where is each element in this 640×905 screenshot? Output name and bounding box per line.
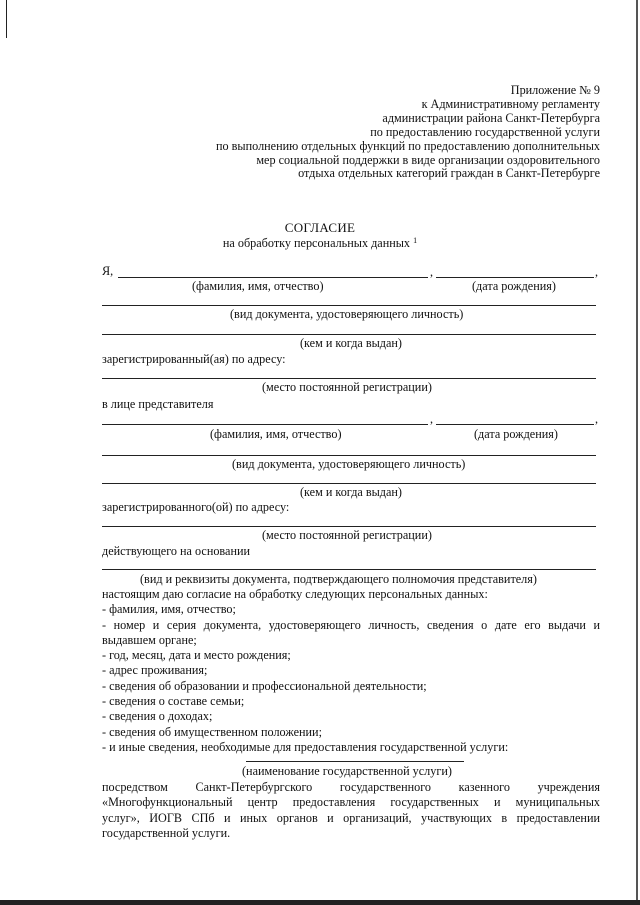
comma-1: , (430, 265, 434, 279)
caption-fio: (фамилия, имя, отчество) (192, 279, 324, 293)
rep-address-field-line[interactable] (102, 526, 596, 527)
caption-service: (наименование государственной услуги) (242, 764, 452, 778)
header-line-1: к Административному регламенту (421, 96, 600, 111)
caption-address: (место постоянной регистрации) (262, 380, 432, 394)
list-item: - номер и серия документа, удостоверяющего личность, сведения о дате его выдачи и (102, 617, 600, 632)
list-item-continued: выдавшем органе; (102, 632, 197, 647)
final-line-1: посредством Санкт-Петербургского государственного казенного учреждения (102, 780, 600, 794)
header-line-2: администрации района Санкт-Петербурга (382, 110, 600, 125)
caption-birthdate: (дата рождения) (472, 279, 556, 293)
caption-rep-document: (вид документа, удостоверяющего личность) (232, 457, 466, 471)
rep-birthdate-field-line[interactable] (436, 424, 594, 425)
final-paragraph (102, 780, 600, 841)
subtitle-text: на обработку персональных данных (222, 236, 411, 250)
document-subtitle (0, 236, 640, 251)
footnote-marker: 1 (413, 236, 418, 245)
list-item: - сведения об имущественном положении; (102, 724, 322, 739)
header-line-3: по предоставлению государственной услуги (370, 124, 600, 139)
address-field-line[interactable] (102, 378, 596, 379)
list-item: - фамилия, имя, отчество; (102, 602, 236, 617)
list-item: - сведения об образовании и профессиональной деятельности; (102, 678, 427, 693)
label-registered: зарегистрированный(ая) по адресу: (102, 352, 286, 366)
rep-document-field-line[interactable] (102, 455, 596, 456)
list-item: - и иные сведения, необходимые для предоставления государственной услуги: (102, 739, 509, 754)
consent-list (102, 587, 600, 755)
label-registered-rep: зарегистрированного(ой) по адресу: (102, 500, 290, 514)
issued-field-line[interactable] (102, 334, 596, 335)
label-acting: действующего на основании (102, 544, 251, 558)
caption-rep-birthdate: (дата рождения) (474, 427, 558, 441)
final-line-2: «Многофункциональный центр предоставления государственных и муниципальных (102, 795, 600, 810)
appendix-header (140, 84, 600, 181)
caption-rep-fio: (фамилия, имя, отчество) (210, 427, 342, 441)
header-line-5: мер социальной поддержки в виде организации оздоровительного (256, 152, 600, 167)
scan-edge-bottom (0, 900, 640, 905)
label-representative: в лице представителя (102, 397, 214, 411)
final-line-4: государственной услуги. (102, 825, 231, 840)
final-line-3: услуг», ИОГВ СПб и иных органов и организаций, участвующих в предоставлении (102, 810, 600, 825)
scan-edge-right (636, 0, 638, 905)
rep-fio-field-line[interactable] (102, 424, 428, 425)
caption-rep-address: (место постоянной регистрации) (262, 528, 432, 542)
caption-issued: (кем и когда выдан) (300, 336, 402, 350)
document-title: СОГЛАСИЕ (284, 220, 356, 235)
label-ya: Я, (102, 264, 114, 278)
fio-field-line[interactable] (118, 277, 428, 278)
consent-intro: настоящим даю согласие на обработку следующих персональных данных: (102, 587, 488, 601)
caption-authority: (вид и реквизиты документа, подтверждающего полномочия представителя) (140, 572, 537, 586)
header-line-6: отдыха отдельных категорий граждан в Санкт-Петербурге (298, 166, 600, 181)
document-field-line[interactable] (102, 305, 596, 306)
caption-rep-issued: (кем и когда выдан) (300, 485, 402, 499)
appendix-number: Приложение № 9 (510, 83, 600, 97)
list-item: - сведения о доходах; (102, 709, 213, 724)
authority-field-line[interactable] (102, 569, 596, 570)
birthdate-field-line[interactable] (436, 277, 594, 278)
list-item: - сведения о составе семьи; (102, 694, 245, 709)
comma-2: , (595, 265, 599, 279)
comma-3: , (430, 412, 434, 426)
caption-document: (вид документа, удостоверяющего личность) (230, 307, 464, 321)
service-name-field-line[interactable] (246, 761, 464, 762)
scan-edge-left (6, 0, 7, 38)
comma-4: , (595, 412, 599, 426)
list-item: - адрес проживания; (102, 663, 208, 678)
header-line-4: по выполнению отдельных функций по предоставлению дополнительных (216, 138, 600, 153)
rep-issued-field-line[interactable] (102, 483, 596, 484)
list-item: - год, месяц, дата и место рождения; (102, 648, 291, 663)
